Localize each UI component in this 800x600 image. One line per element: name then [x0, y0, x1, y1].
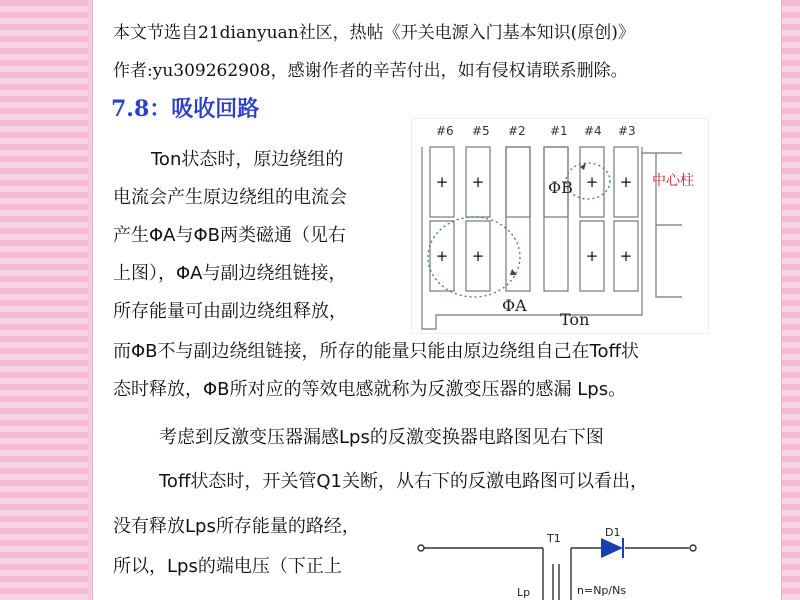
- body-line: 所存能量可由副边绕组释放，: [113, 301, 347, 322]
- section-heading: 7.8：吸收回路: [111, 96, 260, 122]
- diode-label: D1: [605, 528, 621, 539]
- body-line: 而ΦB不与副边绕组链接，所存的能量只能由原边绕组自己在Toff状: [113, 341, 639, 362]
- phi-a-label: ΦA: [502, 296, 527, 315]
- winding-flux-diagram: [411, 118, 709, 334]
- plus-mark: +: [435, 247, 449, 265]
- body-line: 上图），ΦA与副边绕组链接，: [113, 263, 347, 284]
- plus-mark: +: [585, 173, 599, 191]
- phi-b-label: ΦB: [548, 178, 573, 197]
- winding-label: #1: [550, 124, 568, 138]
- plus-mark: +: [471, 247, 485, 265]
- winding-label: #4: [584, 124, 602, 138]
- transformer-label: T1: [547, 532, 561, 545]
- body-line: 考虑到反激变压器漏感Lps的反激变换器电路图见右下图: [159, 427, 604, 448]
- document-page: [92, 0, 782, 600]
- body-line: Toff状态时，开关管Q1关断，从右下的反激电路图可以看出，: [159, 471, 648, 492]
- body-line: 态时释放，ΦB所对应的等效电感就称为反激变压器的感漏 Lps。: [113, 379, 627, 400]
- body-line: 产生ΦA与ΦB两类磁通（见右: [113, 225, 346, 246]
- plus-mark: +: [619, 173, 633, 191]
- winding-label: #2: [508, 124, 526, 138]
- plus-mark: +: [585, 247, 599, 265]
- winding-label: #5: [472, 124, 490, 138]
- left-border-decoration: [0, 0, 88, 600]
- body-line: 没有释放Lps所存能量的路经，: [113, 516, 360, 537]
- plus-mark: +: [471, 173, 485, 191]
- turns-ratio-label: n=Np/Ns: [577, 584, 627, 597]
- plus-mark: +: [435, 173, 449, 191]
- winding-label: #6: [436, 124, 454, 138]
- plus-mark: +: [619, 247, 633, 265]
- body-line: 电流会产生原边绕组的电流会: [113, 187, 347, 208]
- intro-line-2: 作者:yu309262908，感谢作者的辛苦付出，如有侵权请联系删除。: [113, 61, 628, 81]
- winding-label: #3: [618, 124, 636, 138]
- ton-label: Ton: [560, 310, 590, 329]
- flyback-circuit-diagram: [413, 528, 713, 600]
- intro-line-1: 本文节选自21dianyuan社区，热帖《开关电源入门基本知识(原创)》: [113, 23, 635, 43]
- body-line: 所以，Lps的端电压（下正上: [113, 556, 342, 577]
- body-line: Ton状态时，原边绕组的: [151, 149, 344, 170]
- inductor-label: Lp: [517, 586, 531, 599]
- center-leg-label: 中心柱: [652, 173, 694, 189]
